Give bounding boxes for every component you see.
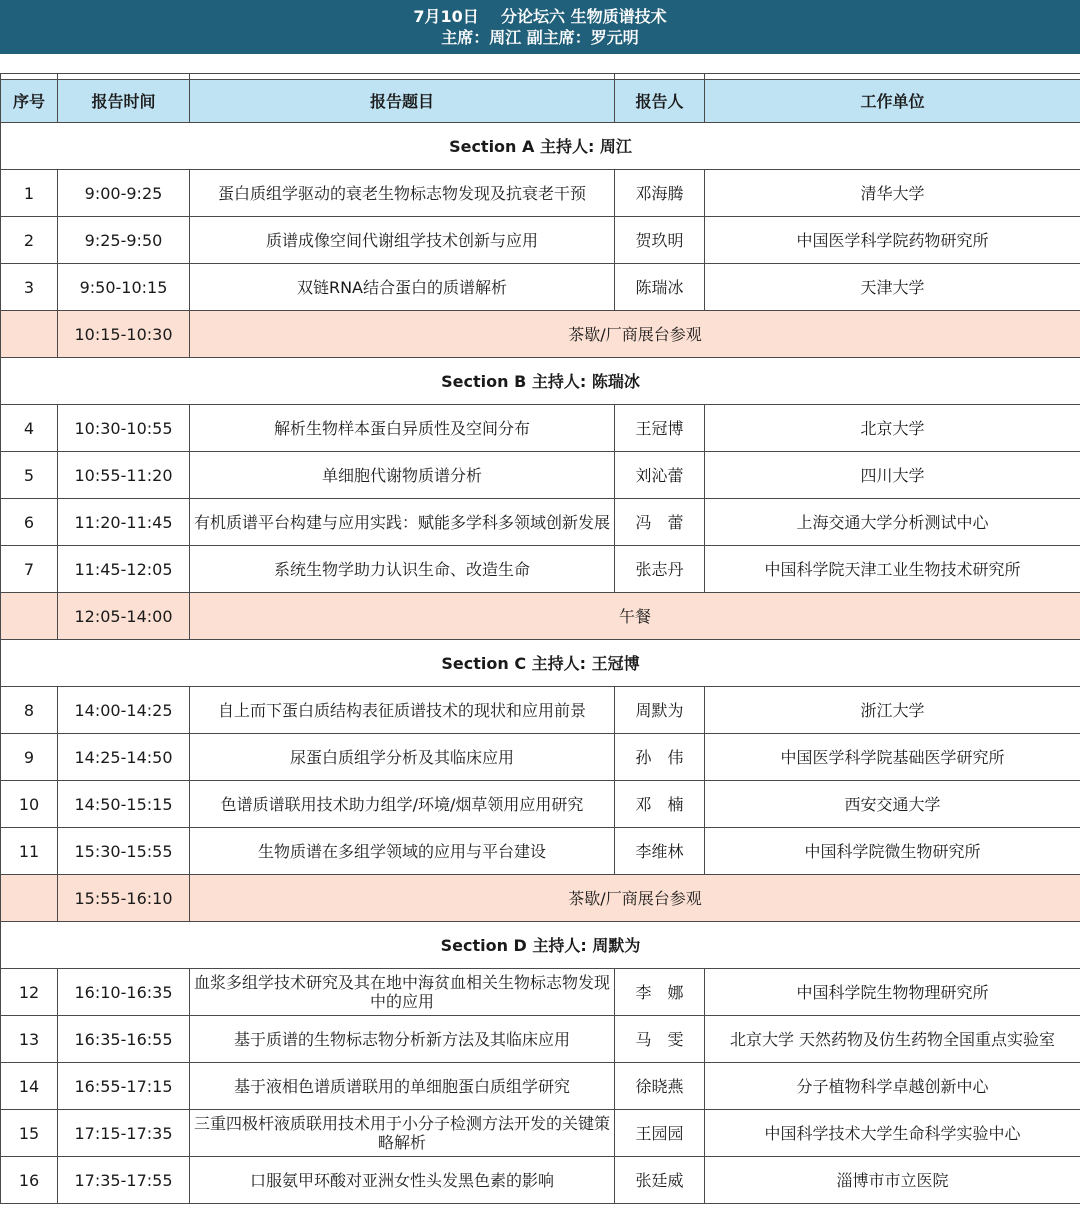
table-row — [1, 1063, 1080, 1110]
banner-line-1 — [0, 7, 1080, 27]
col-header-no: 序号 — [1, 80, 58, 123]
break-row — [1, 593, 1080, 640]
col-header-title: 报告题目 — [190, 80, 615, 123]
talk-time: 15:30-15:55 — [58, 828, 190, 875]
banner-date: 7月10日 — [413, 7, 479, 26]
talk-org: 中国科学院微生物研究所 — [705, 828, 1080, 875]
talk-time: 14:25-14:50 — [58, 734, 190, 781]
talk-time: 16:55-17:15 — [58, 1063, 190, 1110]
break-label: 茶歇/厂商展台参观 — [190, 311, 1080, 358]
talk-speaker: 邓 楠 — [615, 781, 705, 828]
talk-org: 中国医学科学院基础医学研究所 — [705, 734, 1080, 781]
table-row — [1, 405, 1080, 452]
break-no — [1, 875, 58, 922]
talk-title: 蛋白质组学驱动的衰老生物标志物发现及抗衰老干预 — [190, 170, 615, 217]
section-label: Section C 主持人: 王冠博 — [1, 640, 1080, 687]
talk-org: 北京大学 天然药物及仿生药物全国重点实验室 — [705, 1016, 1080, 1063]
talk-speaker: 陈瑞冰 — [615, 264, 705, 311]
table-row — [1, 170, 1080, 217]
banner-gap — [0, 54, 1080, 73]
talk-time: 16:10-16:35 — [58, 969, 190, 1016]
section-a-row — [1, 123, 1080, 170]
talk-org: 分子植物科学卓越创新中心 — [705, 1063, 1080, 1110]
talk-title: 口服氨甲环酸对亚洲女性头发黑色素的影响 — [190, 1157, 615, 1204]
section-label: Section A 主持人: 周江 — [1, 123, 1080, 170]
forum-banner — [0, 0, 1080, 54]
talk-speaker: 王园园 — [615, 1110, 705, 1157]
talk-no: 6 — [1, 499, 58, 546]
talk-speaker: 徐晓燕 — [615, 1063, 705, 1110]
talk-speaker: 张廷威 — [615, 1157, 705, 1204]
talk-org: 中国科学技术大学生命科学实验中心 — [705, 1110, 1080, 1157]
talk-speaker: 张志丹 — [615, 546, 705, 593]
talk-no: 11 — [1, 828, 58, 875]
talk-no: 15 — [1, 1110, 58, 1157]
table-row — [1, 1110, 1080, 1157]
talk-org: 淄博市市立医院 — [705, 1157, 1080, 1204]
talk-no: 8 — [1, 687, 58, 734]
talk-time: 17:35-17:55 — [58, 1157, 190, 1204]
break-row — [1, 311, 1080, 358]
talk-title: 系统生物学助力认识生命、改造生命 — [190, 546, 615, 593]
break-label: 午餐 — [190, 593, 1080, 640]
talk-no: 14 — [1, 1063, 58, 1110]
banner-chairs: 主席：周江 副主席：罗元明 — [441, 28, 639, 47]
talk-title: 自上而下蛋白质结构表征质谱技术的现状和应用前景 — [190, 687, 615, 734]
talk-speaker: 李维林 — [615, 828, 705, 875]
talk-org: 中国科学院生物物理研究所 — [705, 969, 1080, 1016]
break-label: 茶歇/厂商展台参观 — [190, 875, 1080, 922]
talk-no: 5 — [1, 452, 58, 499]
talk-no: 16 — [1, 1157, 58, 1204]
talk-no: 13 — [1, 1016, 58, 1063]
table-row — [1, 499, 1080, 546]
break-no — [1, 311, 58, 358]
talk-time: 9:25-9:50 — [58, 217, 190, 264]
talk-speaker: 周默为 — [615, 687, 705, 734]
talk-no: 3 — [1, 264, 58, 311]
talk-no: 2 — [1, 217, 58, 264]
table-row — [1, 264, 1080, 311]
talk-org: 上海交通大学分析测试中心 — [705, 499, 1080, 546]
talk-time: 17:15-17:35 — [58, 1110, 190, 1157]
talk-title: 单细胞代谢物质谱分析 — [190, 452, 615, 499]
talk-time: 14:50-15:15 — [58, 781, 190, 828]
talk-title: 基于质谱的生物标志物分析新方法及其临床应用 — [190, 1016, 615, 1063]
table-row — [1, 452, 1080, 499]
talk-no: 4 — [1, 405, 58, 452]
talk-time: 10:55-11:20 — [58, 452, 190, 499]
talk-speaker: 贺玖明 — [615, 217, 705, 264]
col-header-speaker: 报告人 — [615, 80, 705, 123]
table-row — [1, 969, 1080, 1016]
talk-no: 1 — [1, 170, 58, 217]
talk-org: 浙江大学 — [705, 687, 1080, 734]
talk-speaker: 李 娜 — [615, 969, 705, 1016]
table-header — [1, 80, 1080, 123]
talk-title: 双链RNA结合蛋白的质谱解析 — [190, 264, 615, 311]
talk-title: 基于液相色谱质谱联用的单细胞蛋白质组学研究 — [190, 1063, 615, 1110]
talk-no: 12 — [1, 969, 58, 1016]
talk-org: 中国医学科学院药物研究所 — [705, 217, 1080, 264]
break-no — [1, 593, 58, 640]
break-row — [1, 875, 1080, 922]
schedule-table — [0, 73, 1080, 1204]
talk-speaker: 孙 伟 — [615, 734, 705, 781]
break-time: 15:55-16:10 — [58, 875, 190, 922]
talk-title: 生物质谱在多组学领域的应用与平台建设 — [190, 828, 615, 875]
talk-org: 中国科学院天津工业生物技术研究所 — [705, 546, 1080, 593]
talk-speaker: 马 雯 — [615, 1016, 705, 1063]
section-d-row — [1, 922, 1080, 969]
table-row — [1, 546, 1080, 593]
table-row — [1, 781, 1080, 828]
table-row — [1, 828, 1080, 875]
talk-time: 11:20-11:45 — [58, 499, 190, 546]
col-header-org: 工作单位 — [705, 80, 1080, 123]
section-b-row — [1, 358, 1080, 405]
talk-speaker: 王冠博 — [615, 405, 705, 452]
table-row — [1, 217, 1080, 264]
talk-time: 11:45-12:05 — [58, 546, 190, 593]
break-time: 10:15-10:30 — [58, 311, 190, 358]
talk-title: 色谱质谱联用技术助力组学/环境/烟草领用应用研究 — [190, 781, 615, 828]
table-row — [1, 1016, 1080, 1063]
col-header-time: 报告时间 — [58, 80, 190, 123]
banner-forum: 分论坛六 生物质谱技术 — [501, 7, 667, 26]
talk-org: 清华大学 — [705, 170, 1080, 217]
talk-title: 质谱成像空间代谢组学技术创新与应用 — [190, 217, 615, 264]
talk-title: 三重四极杆液质联用技术用于小分子检测方法开发的关键策略解析 — [190, 1110, 615, 1157]
talk-org: 天津大学 — [705, 264, 1080, 311]
talk-org: 北京大学 — [705, 405, 1080, 452]
talk-time: 16:35-16:55 — [58, 1016, 190, 1063]
talk-time: 9:50-10:15 — [58, 264, 190, 311]
section-label: Section B 主持人: 陈瑞冰 — [1, 358, 1080, 405]
talk-speaker: 冯 蕾 — [615, 499, 705, 546]
talk-speaker: 邓海腾 — [615, 170, 705, 217]
talk-no: 9 — [1, 734, 58, 781]
talk-org: 西安交通大学 — [705, 781, 1080, 828]
table-row — [1, 734, 1080, 781]
talk-org: 四川大学 — [705, 452, 1080, 499]
talk-time: 9:00-9:25 — [58, 170, 190, 217]
talk-no: 7 — [1, 546, 58, 593]
section-label: Section D 主持人: 周默为 — [1, 922, 1080, 969]
talk-title: 有机质谱平台构建与应用实践：赋能多学科多领域创新发展 — [190, 499, 615, 546]
talk-title: 解析生物样本蛋白异质性及空间分布 — [190, 405, 615, 452]
table-row — [1, 1157, 1080, 1204]
talk-title: 尿蛋白质组学分析及其临床应用 — [190, 734, 615, 781]
table-row — [1, 687, 1080, 734]
talk-title: 血浆多组学技术研究及其在地中海贫血相关生物标志物发现中的应用 — [190, 969, 615, 1016]
talk-time: 14:00-14:25 — [58, 687, 190, 734]
talk-no: 10 — [1, 781, 58, 828]
talk-speaker: 刘沁蕾 — [615, 452, 705, 499]
break-time: 12:05-14:00 — [58, 593, 190, 640]
section-c-row — [1, 640, 1080, 687]
talk-time: 10:30-10:55 — [58, 405, 190, 452]
